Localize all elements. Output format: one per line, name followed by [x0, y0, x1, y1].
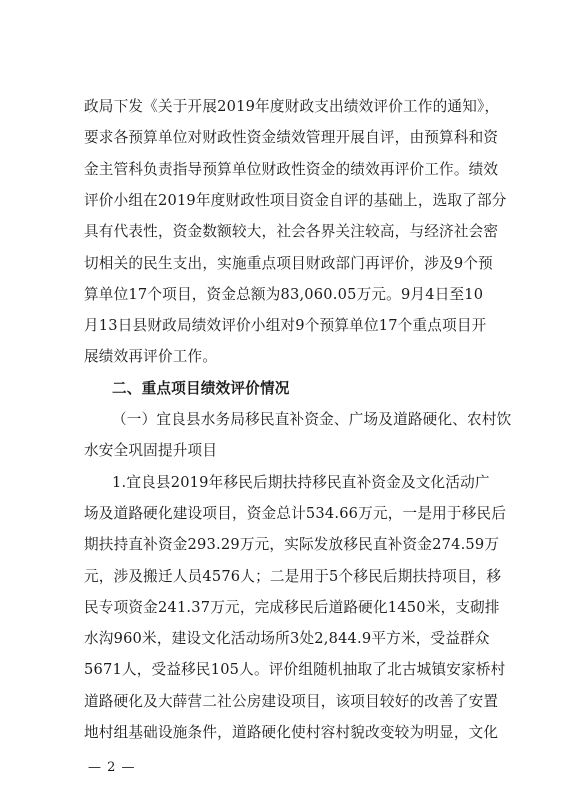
paragraph-line: 金主管科负责指导预算单位财政性资金的绩效再评价工作。绩效	[84, 160, 499, 178]
paragraph-line: 5671人，受益移民105人。评价组随机抽取了北古城镇安家桥村	[84, 661, 506, 679]
paragraph-line: 评价小组在2019年度财政性项目资金自评的基础上，选取了部分	[84, 191, 507, 209]
paragraph-line: 水沟960米，建设文化活动场所3处2,844.9平方米，受益群众	[84, 630, 490, 648]
paragraph-line: 要求各预算单位对财政性资金绩效管理开展自评，由预算科和资	[84, 129, 499, 147]
paragraph-line: 展绩效再评价工作。	[84, 348, 218, 366]
paragraph-line: 算单位17个项目，资金总额为83,060.05万元。9月4日至10	[84, 285, 484, 303]
paragraph-line: 道路硬化及大薛营二社公房建设项目，该项目较好的改善了安置	[84, 692, 499, 710]
section-heading: 二、重点项目绩效评价情况	[112, 379, 290, 397]
subsection-heading-cont: 水安全巩固提升项目	[84, 442, 218, 460]
subsection-heading: （一）宜良县水务局移民直补资金、广场及道路硬化、农村饮	[112, 411, 512, 428]
paragraph-line: 切相关的民生支出，实施重点项目财政部门再评价，涉及9个预	[84, 254, 493, 272]
paragraph-line: 1.宜良县2019年移民后期扶持移民直补资金及文化活动广	[112, 473, 490, 491]
paragraph-line: 政局下发《关于开展2019年度财政支出绩效评价工作的通知》，	[84, 98, 500, 115]
paragraph-line: 场及道路硬化建设项目，资金总计534.66万元，一是用于移民后	[84, 504, 507, 522]
paragraph-line: 民专项资金241.37万元，完成移民后道路硬化1450米，支砌排	[84, 598, 500, 616]
page-number: — 2 —	[88, 760, 136, 775]
paragraph-line: 期扶持直补资金293.29万元，实际发放移民直补资金274.59万	[84, 536, 500, 554]
paragraph-line: 元，涉及搬迁人员4576人；二是用于5个移民后期扶持项目，移	[84, 567, 502, 585]
paragraph-line: 具有代表性，资金数额较大，社会各界关注较高，与经济社会密	[84, 223, 499, 241]
paragraph-line: 月13日县财政局绩效评价小组对9个预算单位17个重点项目开	[84, 317, 487, 335]
paragraph-line: 地村组基础设施条件，道路硬化使村容村貌改变较为明显，文化	[84, 724, 499, 741]
